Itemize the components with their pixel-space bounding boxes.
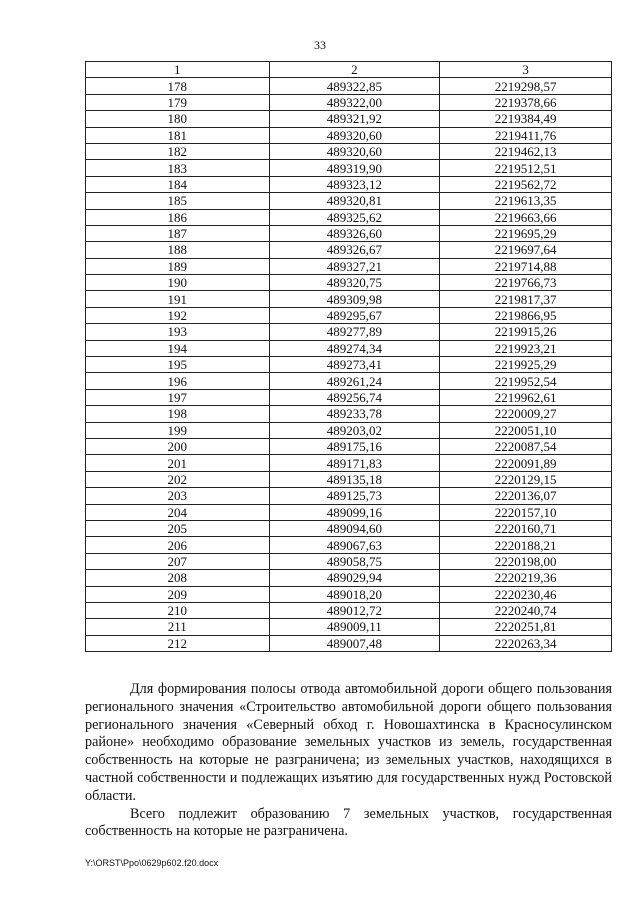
y-coordinate-cell: 2220219,36 [440,570,612,586]
y-coordinate-cell: 2220091,89 [440,455,612,471]
y-coordinate-cell: 2219866,95 [440,307,612,323]
table-row [86,357,612,373]
y-coordinate-cell: 2220129,15 [440,471,612,487]
y-coordinate-cell: 2220087,54 [440,438,612,454]
point-number-cell: 188 [86,242,270,258]
footer-file-path: Y:\ORST\Ppo\0629p602.f20.docx [85,858,219,868]
x-coordinate-cell: 489274,34 [269,340,440,356]
table-row [86,307,612,323]
point-number-cell: 196 [86,373,270,389]
x-coordinate-cell: 489175,16 [269,438,440,454]
x-coordinate-cell: 489320,75 [269,275,440,291]
table-row [86,275,612,291]
x-coordinate-cell: 489277,89 [269,324,440,340]
table-row [86,373,612,389]
point-number-cell: 200 [86,438,270,454]
y-coordinate-cell: 2219462,13 [440,143,612,159]
point-number-cell: 178 [86,78,270,94]
point-number-cell: 193 [86,324,270,340]
table-row [86,570,612,586]
y-coordinate-cell: 2220188,21 [440,537,612,553]
table-row [86,553,612,569]
x-coordinate-cell: 489171,83 [269,455,440,471]
table-row [86,225,612,241]
point-number-cell: 205 [86,520,270,536]
table-row [86,127,612,143]
point-number-cell: 212 [86,635,270,651]
y-coordinate-cell: 2219925,29 [440,357,612,373]
paragraph: Всего подлежит образованию 7 земельных участков, государственная собственность на которые не разграничена. [85,805,612,840]
table-row [86,324,612,340]
table-row [86,78,612,94]
table-row [86,520,612,536]
y-coordinate-cell: 2220009,27 [440,406,612,422]
y-coordinate-cell: 2219915,26 [440,324,612,340]
point-number-cell: 182 [86,143,270,159]
point-number-cell: 201 [86,455,270,471]
y-coordinate-cell: 2220251,81 [440,619,612,635]
y-coordinate-cell: 2220136,07 [440,488,612,504]
table-row [86,209,612,225]
x-coordinate-cell: 489125,73 [269,488,440,504]
point-number-cell: 209 [86,586,270,602]
point-number-cell: 186 [86,209,270,225]
point-number-cell: 184 [86,176,270,192]
point-number-cell: 207 [86,553,270,569]
y-coordinate-cell: 2220051,10 [440,422,612,438]
x-coordinate-cell: 489007,48 [269,635,440,651]
table-row [86,258,612,274]
y-coordinate-cell: 2219962,61 [440,389,612,405]
table-row [86,242,612,258]
table-row [86,389,612,405]
x-coordinate-cell: 489067,63 [269,537,440,553]
point-number-cell: 203 [86,488,270,504]
y-coordinate-cell: 2219766,73 [440,275,612,291]
table-row [86,504,612,520]
point-number-cell: 183 [86,160,270,176]
paragraph: Для формирования полосы отвода автомобильной дороги общего пользования регионального значения «Строительство автомобильной дороги общего пользования регионального значения «Северный обход г. Новошахтинска в Красносулинском районе» необходимо образование земельных участков из земель, государственная собственность на которые не разграничена; из земельных участков, находящихся в частной собственности и подлежащих изъятию для государственных нужд Ростовской области. [85,681,612,804]
point-number-cell: 191 [86,291,270,307]
point-number-cell: 199 [86,422,270,438]
table-row [86,94,612,110]
x-coordinate-cell: 489029,94 [269,570,440,586]
y-coordinate-cell: 2219512,51 [440,160,612,176]
x-coordinate-cell: 489326,67 [269,242,440,258]
table-body [86,78,612,652]
table-row [86,438,612,454]
y-coordinate-cell: 2219613,35 [440,193,612,209]
y-coordinate-cell: 2219923,21 [440,340,612,356]
point-number-cell: 189 [86,258,270,274]
x-coordinate-cell: 489094,60 [269,520,440,536]
y-coordinate-cell: 2219298,57 [440,78,612,94]
y-coordinate-cell: 2220240,74 [440,602,612,618]
column-header: 1 [86,62,270,78]
table-row [86,406,612,422]
table-row [86,340,612,356]
point-number-cell: 179 [86,94,270,110]
x-coordinate-cell: 489256,74 [269,389,440,405]
point-number-cell: 195 [86,357,270,373]
table-row [86,422,612,438]
x-coordinate-cell: 489018,20 [269,586,440,602]
y-coordinate-cell: 2219411,76 [440,127,612,143]
table-row [86,143,612,159]
y-coordinate-cell: 2219714,88 [440,258,612,274]
x-coordinate-cell: 489309,98 [269,291,440,307]
table-row [86,602,612,618]
y-coordinate-cell: 2219378,66 [440,94,612,110]
table-row [86,619,612,635]
x-coordinate-cell: 489295,67 [269,307,440,323]
x-coordinate-cell: 489012,72 [269,602,440,618]
table-row [86,291,612,307]
point-number-cell: 190 [86,275,270,291]
column-header: 2 [269,62,440,78]
x-coordinate-cell: 489322,85 [269,78,440,94]
x-coordinate-cell: 489327,21 [269,258,440,274]
point-number-cell: 185 [86,193,270,209]
y-coordinate-cell: 2219697,64 [440,242,612,258]
table-row [86,160,612,176]
table-row [86,586,612,602]
table-row [86,488,612,504]
x-coordinate-cell: 489203,02 [269,422,440,438]
x-coordinate-cell: 489320,60 [269,127,440,143]
point-number-cell: 197 [86,389,270,405]
x-coordinate-cell: 489099,16 [269,504,440,520]
y-coordinate-cell: 2219562,72 [440,176,612,192]
point-number-cell: 204 [86,504,270,520]
x-coordinate-cell: 489322,00 [269,94,440,110]
y-coordinate-cell: 2220230,46 [440,586,612,602]
point-number-cell: 181 [86,127,270,143]
point-number-cell: 180 [86,111,270,127]
table-row [86,471,612,487]
y-coordinate-cell: 2219695,29 [440,225,612,241]
point-number-cell: 210 [86,602,270,618]
x-coordinate-cell: 489325,62 [269,209,440,225]
table-header-row [86,62,612,78]
y-coordinate-cell: 2219952,54 [440,373,612,389]
table-row [86,193,612,209]
y-coordinate-cell: 2219663,66 [440,209,612,225]
x-coordinate-cell: 489319,90 [269,160,440,176]
table-row [86,635,612,651]
x-coordinate-cell: 489326,60 [269,225,440,241]
y-coordinate-cell: 2219817,37 [440,291,612,307]
x-coordinate-cell: 489273,41 [269,357,440,373]
point-number-cell: 202 [86,471,270,487]
point-number-cell: 192 [86,307,270,323]
y-coordinate-cell: 2220157,10 [440,504,612,520]
point-number-cell: 194 [86,340,270,356]
point-number-cell: 206 [86,537,270,553]
point-number-cell: 211 [86,619,270,635]
y-coordinate-cell: 2220160,71 [440,520,612,536]
page-number: 33 [314,38,326,52]
point-number-cell: 187 [86,225,270,241]
point-number-cell: 208 [86,570,270,586]
x-coordinate-cell: 489261,24 [269,373,440,389]
x-coordinate-cell: 489135,18 [269,471,440,487]
x-coordinate-cell: 489009,11 [269,619,440,635]
x-coordinate-cell: 489323,12 [269,176,440,192]
x-coordinate-cell: 489233,78 [269,406,440,422]
coordinates-table [85,61,612,652]
x-coordinate-cell: 489321,92 [269,111,440,127]
table-row [86,176,612,192]
point-number-cell: 198 [86,406,270,422]
x-coordinate-cell: 489320,60 [269,143,440,159]
y-coordinate-cell: 2220198,00 [440,553,612,569]
y-coordinate-cell: 2220263,34 [440,635,612,651]
body-text [85,681,612,841]
table-row [86,537,612,553]
table-row [86,111,612,127]
x-coordinate-cell: 489058,75 [269,553,440,569]
y-coordinate-cell: 2219384,49 [440,111,612,127]
x-coordinate-cell: 489320,81 [269,193,440,209]
column-header: 3 [440,62,612,78]
table-row [86,455,612,471]
